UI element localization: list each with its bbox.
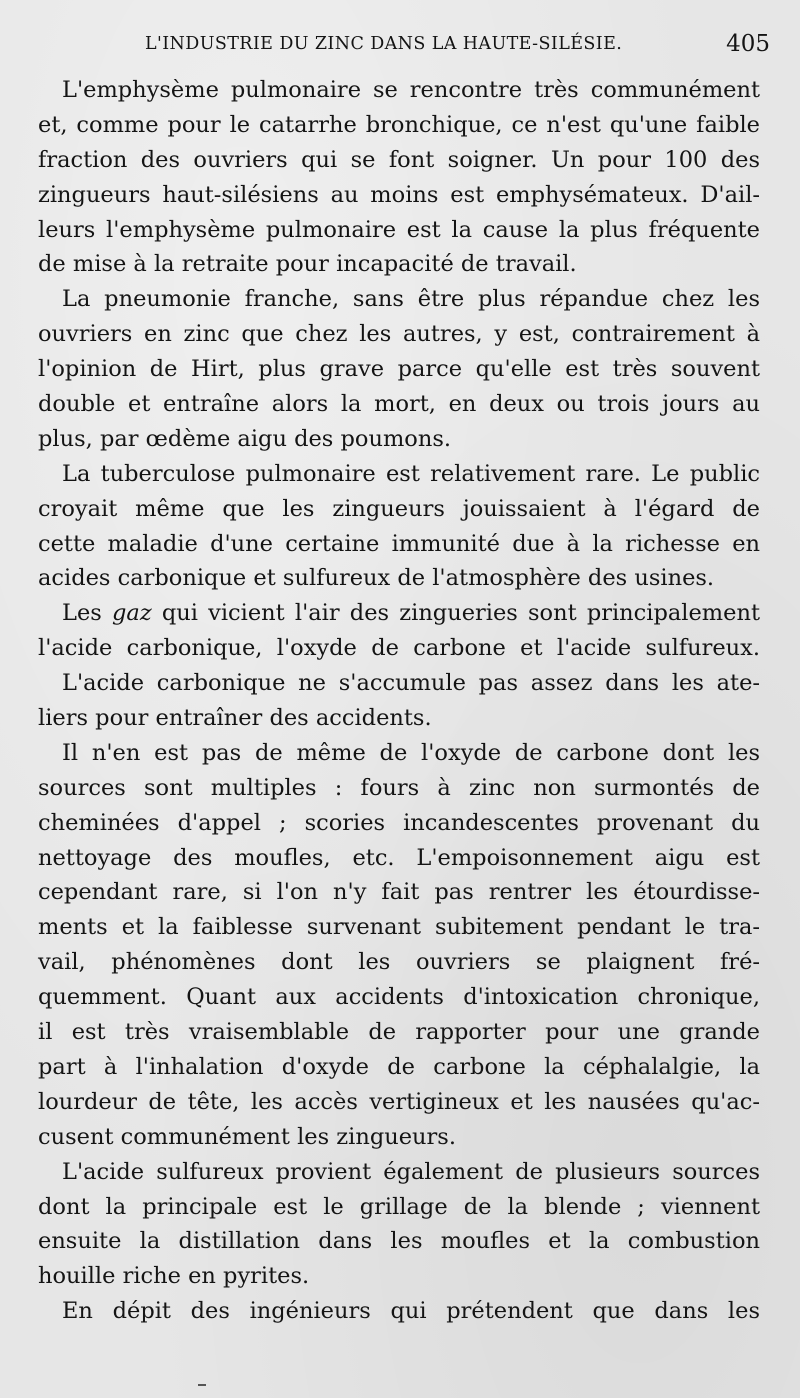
text-line: cependant rare, si l'on n'y fait pas rentrer les étourdisse- xyxy=(38,879,760,906)
italic-word: gaz xyxy=(112,600,152,627)
text-line: ouvriers en zinc que chez les autres, y est, contrairement à xyxy=(38,321,760,348)
text-line: acides carbonique et sulfureux de l'atmosphère des usines. xyxy=(38,565,715,592)
text-line: nettoyage des moufles, etc. L'empoisonnement aigu est xyxy=(38,844,760,871)
text-line: de mise à la retraite pour incapacité de travail. xyxy=(38,251,577,278)
text-line: ments et la faiblesse survenant subitement pendant le tra- xyxy=(38,914,760,941)
inline-word: Les xyxy=(62,600,102,627)
text-line: double et entraîne alors la mort, en deux ou trois jours au xyxy=(38,391,760,418)
page-number: 405 xyxy=(726,31,770,57)
text-line: l'acide carbonique, l'oxyde de carbone et l'acide sulfureux. xyxy=(38,635,760,662)
text-line: fraction des ouvriers qui se font soigner. Un pour 100 des xyxy=(38,146,760,173)
text-line: Il n'en est pas de même de l'oxyde de carbone dont les xyxy=(62,739,760,766)
page-header xyxy=(145,31,770,64)
text-line: cusent communément les zingueurs. xyxy=(38,1123,456,1150)
text-line: il est très vraisemblable de rapporter pour une grande xyxy=(38,1019,760,1046)
text-line: leurs l'emphysème pulmonaire est la cause la plus fréquente xyxy=(38,216,760,243)
text-line: vail, phénomènes dont les ouvriers se plaignent fré- xyxy=(38,949,760,976)
text-line: En dépit des ingénieurs qui prétendent que dans les xyxy=(62,1298,760,1325)
text-line: sources sont multiples : fours à zinc non surmontés de xyxy=(38,774,760,801)
text-line: La pneumonie franche, sans être plus répandue chez les xyxy=(62,286,760,313)
text-line xyxy=(38,596,760,631)
printer-mark xyxy=(198,1384,206,1386)
text-line: quemment. Quant aux accidents d'intoxication chronique, xyxy=(38,984,760,1011)
text-line: zingueurs haut-silésiens au moins est emphysémateux. D'ail- xyxy=(38,181,760,208)
text-line: houille riche en pyrites. xyxy=(38,1263,310,1290)
text-line: croyait même que les zingueurs jouissaient à l'égard de xyxy=(38,495,760,522)
text-line: cette maladie d'une certaine immunité due à la richesse en xyxy=(38,530,760,557)
text-line: liers pour entraîner des accidents. xyxy=(38,705,432,732)
text-line: lourdeur de tête, les accès vertigineux et les nausées qu'ac- xyxy=(38,1088,760,1115)
text-line: ensuite la distillation dans les moufles et la combustion xyxy=(38,1228,760,1255)
text-line: L'acide carbonique ne s'accumule pas assez dans les ate- xyxy=(62,670,760,697)
text-line: l'opinion de Hirt, plus grave parce qu'elle est très souvent xyxy=(38,356,760,383)
text-line: dont la principale est le grillage de la blende ; viennent xyxy=(38,1193,760,1220)
text-line: L'acide sulfureux provient également de plusieurs sources xyxy=(62,1158,760,1185)
inline-text: qui vicient l'air des zingueries sont principalement xyxy=(161,600,760,627)
text-line: La tuberculose pulmonaire est relativement rare. Le public xyxy=(62,460,760,487)
text-line: L'emphysème pulmonaire se rencontre très communément xyxy=(62,77,760,103)
text-line: plus, par œdème aigu des poumons. xyxy=(38,425,452,452)
text-line: et, comme pour le catarrhe bronchique, ce n'est qu'une faible xyxy=(38,111,760,138)
running-title: L'INDUSTRIE DU ZINC DANS LA HAUTE-SILÉSIE. xyxy=(145,34,623,54)
body-text xyxy=(38,73,760,1329)
text-line: part à l'inhalation d'oxyde de carbone la céphalalgie, la xyxy=(38,1053,760,1080)
text-line: cheminées d'appel ; scories incandescentes provenant du xyxy=(38,809,760,836)
